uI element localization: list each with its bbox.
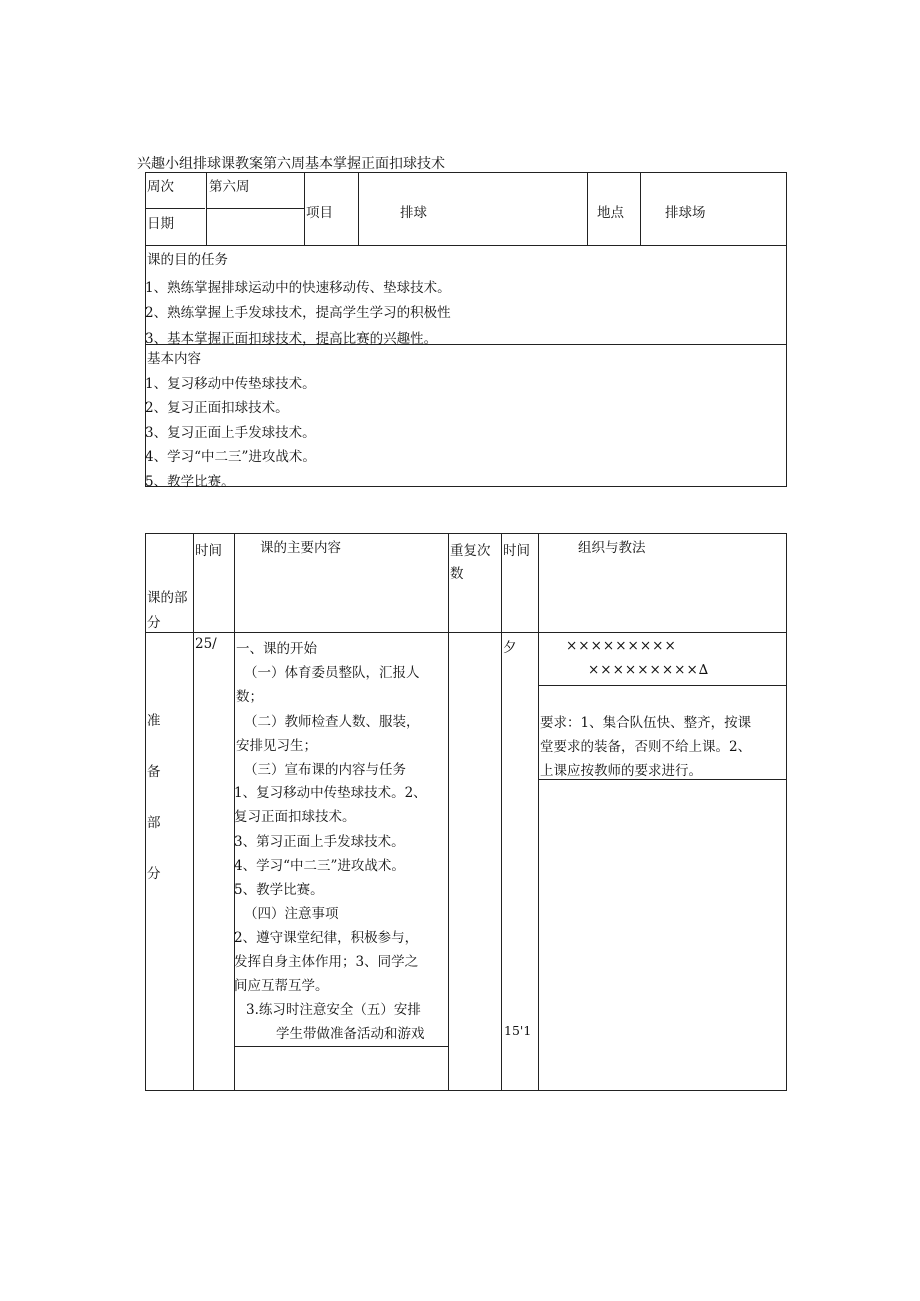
item-value: 排球 <box>400 205 427 221</box>
section-name-char: 准 <box>147 713 161 729</box>
content-line: 发挥自身主体作用；3、同学之 <box>234 954 419 970</box>
content-heading: 基本内容 <box>147 351 201 367</box>
place-label: 地点 <box>597 205 624 221</box>
header-time-2: 时间 <box>503 543 530 559</box>
objective-item: 3、基本掌握正面扣球技术，提高比赛的兴趣性。 <box>145 331 438 347</box>
content-item: 1、复习移动中传垫球技术。 <box>145 376 316 392</box>
content-line: （四）注意事项 <box>244 906 339 922</box>
section-name-char: 备 <box>147 764 161 780</box>
content-line: 3、第习正面上手发球技术。 <box>234 834 405 850</box>
week-value: 第六周 <box>209 179 250 195</box>
content-line: 一、课的开始 <box>236 641 317 657</box>
place-value: 排球场 <box>665 205 706 221</box>
content-line: 安排见习生； <box>236 738 317 754</box>
section-time: 25/ <box>195 636 217 652</box>
method-line: 堂要求的装备，否则不给上课。2、 <box>540 739 752 755</box>
header-repeat: 重复次 <box>450 543 491 559</box>
section-name-char: 部 <box>147 815 161 831</box>
content-item: 5、教学比赛。 <box>145 474 235 490</box>
content-line: 间应互帮互学。 <box>234 978 329 994</box>
content-line: 4、学习“中二三”进攻战术。 <box>234 858 405 874</box>
content-line: 2、遵守课堂纪律，积极参与， <box>234 930 419 946</box>
section-name-char: 分 <box>147 866 161 882</box>
content-item: 4、学习“中二三”进攻战术。 <box>145 449 316 465</box>
section-time2-bottom: 15'1 <box>504 1023 532 1038</box>
method-line: 上课应按教师的要求进行。 <box>540 763 702 779</box>
content-line: （三）宣布课的内容与任务 <box>244 762 406 778</box>
content-line: 1、复习移动中传垫球技术。2、 <box>234 785 427 801</box>
objective-item: 1、熟练掌握排球运动中的快速移动传、垫球技术。 <box>145 280 451 296</box>
content-line: 学生带做准备活动和游戏 <box>276 1026 425 1042</box>
content-item: 3、复习正面上手发球技术。 <box>145 425 316 441</box>
section-time2-top: 夕 <box>503 640 517 656</box>
content-line: 数； <box>236 689 263 705</box>
header-time: 时间 <box>195 543 222 559</box>
header-part: 课的部 <box>147 590 188 606</box>
objective-item: 2、熟练掌握上手发球技术，提高学生学习的积极性 <box>145 305 451 321</box>
week-label: 周次 <box>147 179 174 195</box>
formation-row-1: ××××××××× <box>566 638 677 654</box>
header-repeat-2: 数 <box>450 566 464 582</box>
content-item: 2、复习正面扣球技术。 <box>145 400 289 416</box>
method-line: 要求：1、集合队伍快、整齐，按课 <box>540 715 752 731</box>
formation-row-2: ×××××××××∆ <box>588 662 710 678</box>
objectives-heading: 课的目的任务 <box>147 252 228 268</box>
content-line: 3.练习时注意安全（五）安排 <box>246 1002 421 1018</box>
content-line: （二）教师检查人数、服装， <box>244 714 420 730</box>
page-title: 兴趣小组排球课教案第六周基本掌握正面扣球技术 <box>137 156 445 172</box>
item-label: 项目 <box>306 205 333 221</box>
header-method: 组织与教法 <box>578 540 646 556</box>
content-line: 复习正面扣球技术。 <box>234 809 356 825</box>
header-main-content: 课的主要内容 <box>260 540 341 556</box>
header-part-2: 分 <box>147 615 161 631</box>
date-label: 日期 <box>147 216 174 232</box>
content-line: 5、教学比赛。 <box>234 882 324 898</box>
content-line: （一）体育委员整队，汇报人 <box>244 665 420 681</box>
